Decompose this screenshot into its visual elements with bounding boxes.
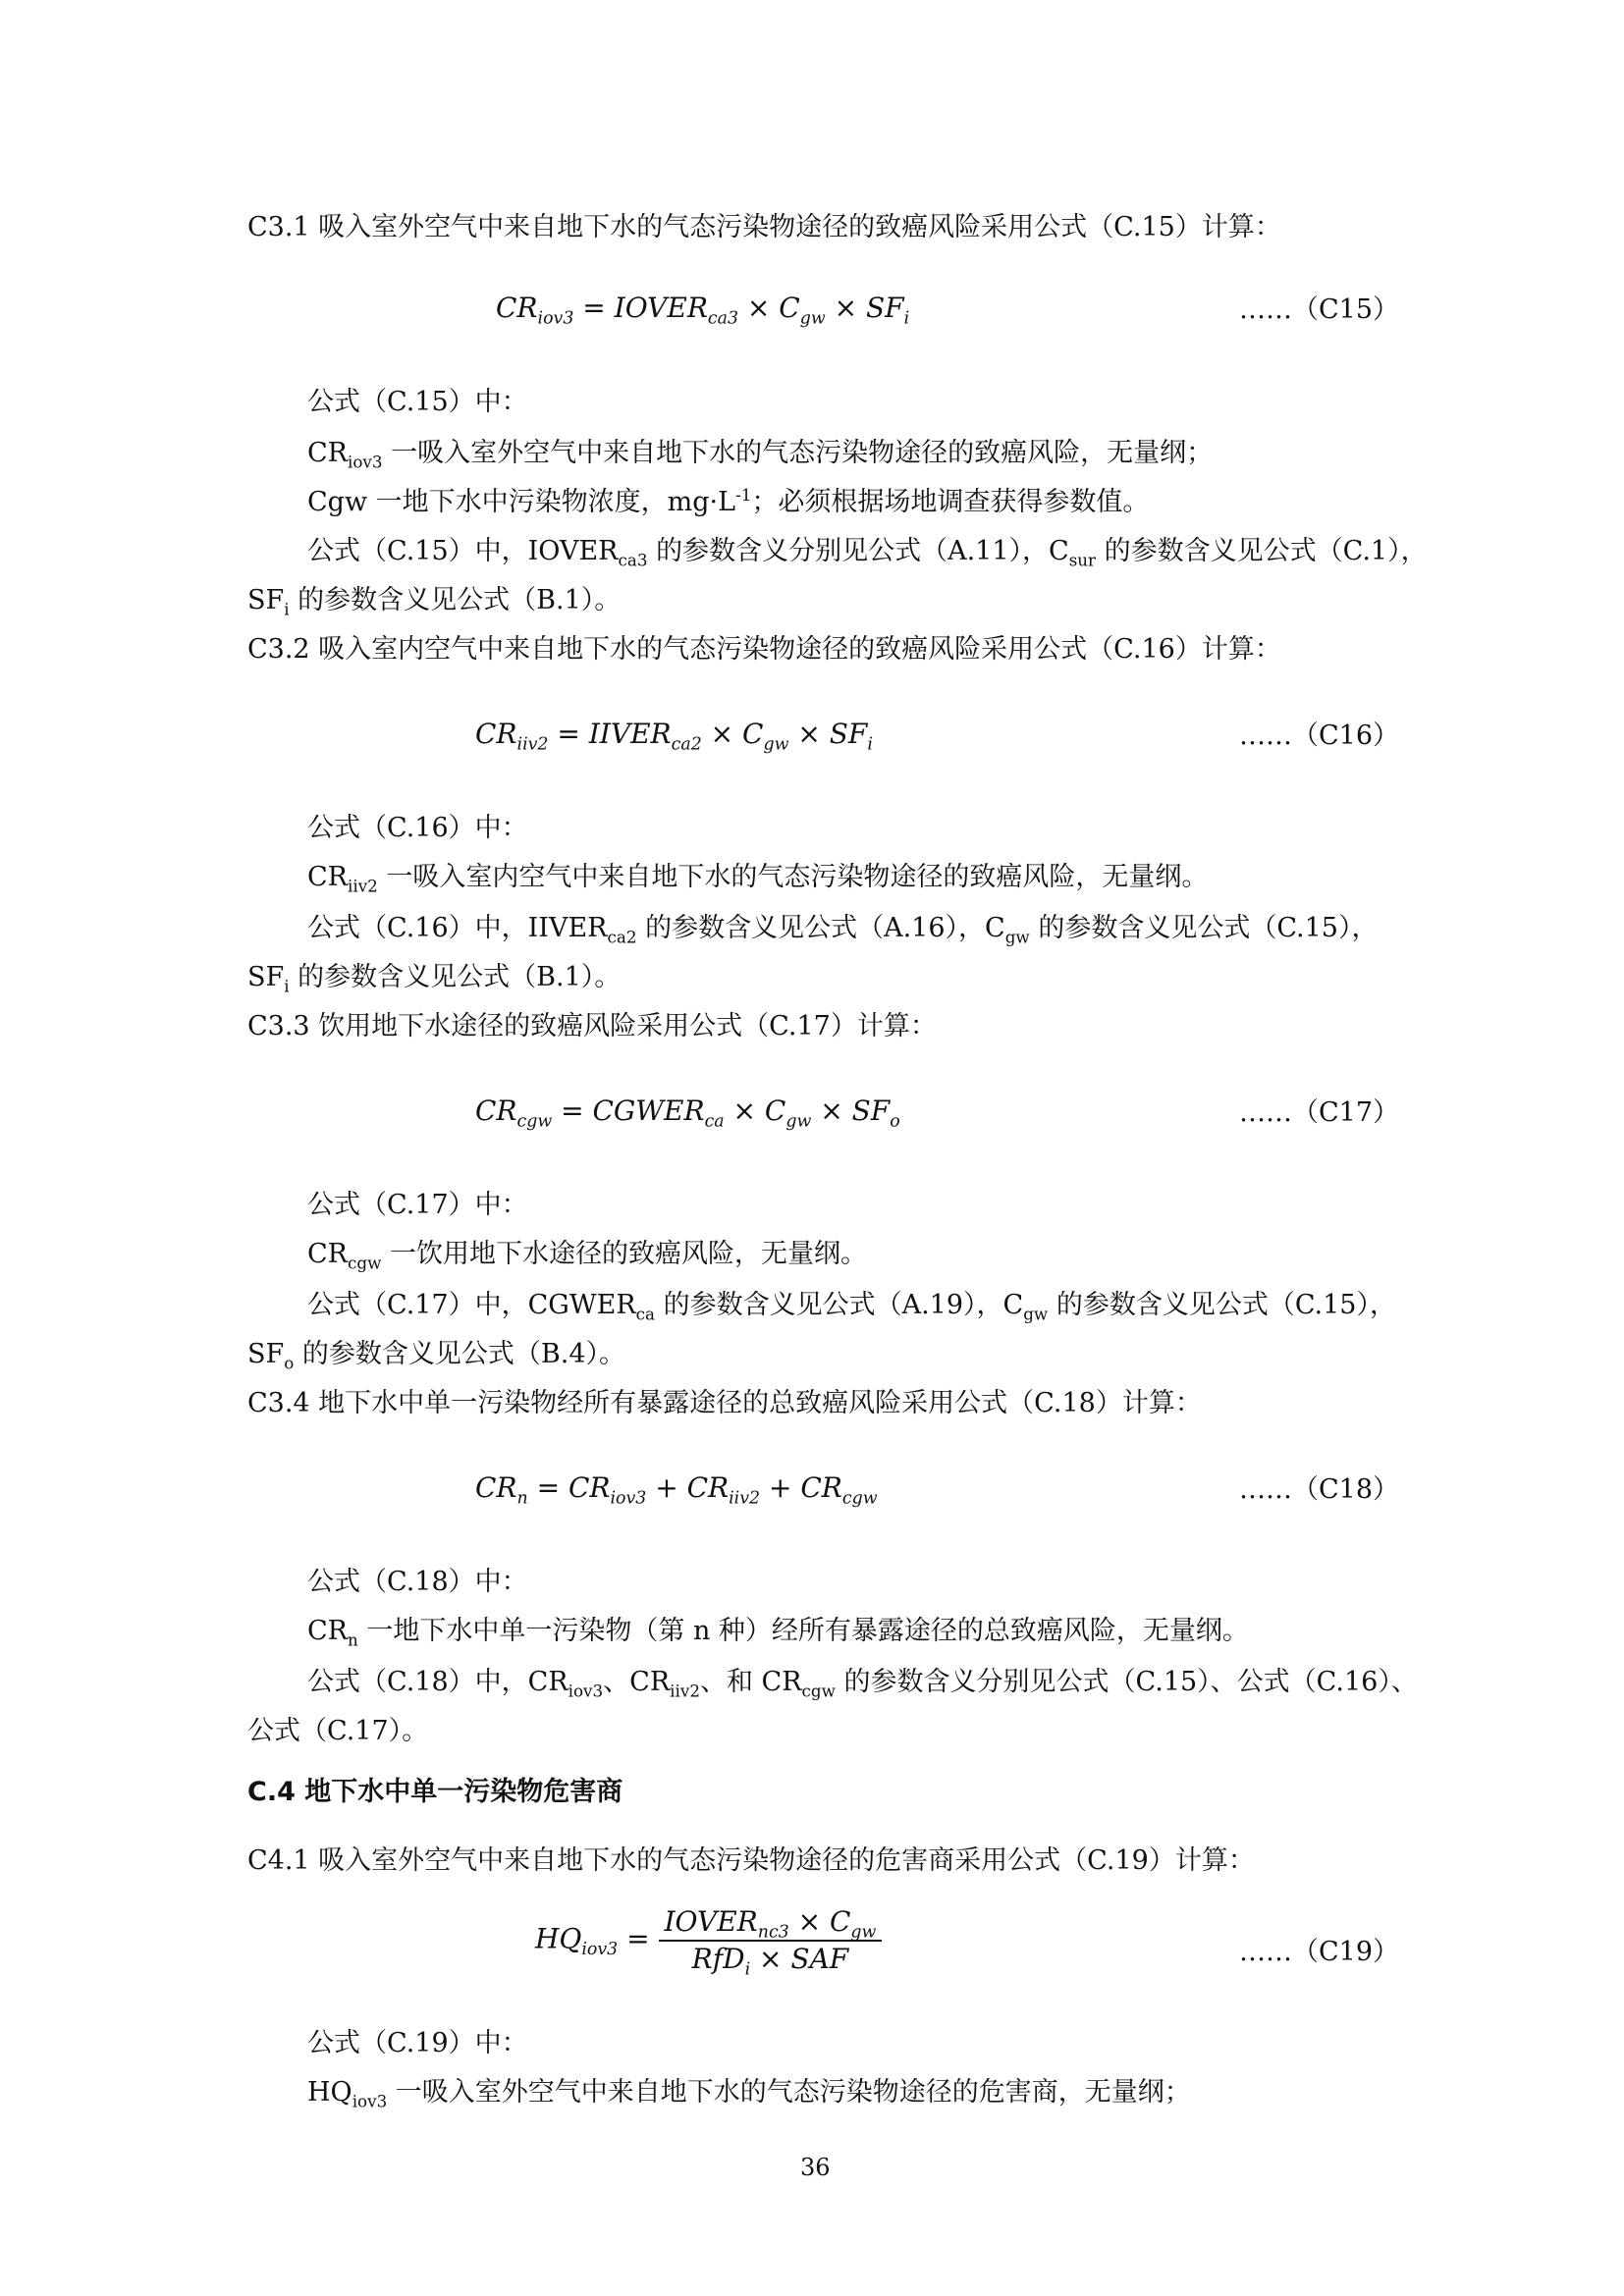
- equation-number-c19: ……（C19）: [1239, 1937, 1400, 1967]
- equation-number-c16: ……（C16）: [1239, 721, 1400, 751]
- equation-number-c17: ……（C17）: [1239, 1097, 1400, 1128]
- section-heading-c4-1: C4.1 吸入室外空气中来自地下水的气态污染物途径的危害商采用公式（C.19）计算：: [247, 1845, 1255, 1876]
- note-c18-line2: 公式（C.17）。: [247, 1716, 429, 1746]
- where-label-c17: 公式（C.17）中：: [307, 1190, 528, 1220]
- section-heading-c3-3: C3.3 饮用地下水途径的致癌风险采用公式（C.17）计算：: [247, 1011, 937, 1041]
- formula-c16: $CR_{iiv2}$ = $IIVER_{ca2} \times C_{gw} \times SF_i$: [475, 718, 873, 755]
- formula-c17: $CR_{cgw}$ = $CGWER_{ca} \times C_{gw} \times SF_o$: [475, 1095, 900, 1132]
- formula-c19: $HQ_{iov3}$ = $\frac{IOVER_{nc3} \times C_{gw}}{RfD_i \times SAF}$: [535, 1908, 882, 1973]
- fraction-c19: $\frac{IOVER_{nc3} \times C_{gw}}{RfD_i \times SAF}$: [659, 1908, 883, 1973]
- note-c15-line1: 公式（C.15）中，$IOVER_{ca3}$ 的参数含义分别见公式（A.11），$C_{sur}$ 的参数含义见公式（C.1），: [307, 536, 1428, 570]
- equation-number-c15: ……（C15）: [1239, 294, 1400, 325]
- where-label-c19: 公式（C.19）中：: [307, 2028, 528, 2058]
- definition-cr-iov3: $CR_{iov3}$ 一吸入室外空气中来自地下水的气态污染物途径的致癌风险，无量纲；: [307, 438, 1214, 472]
- equation-number-c18: ……（C18）: [1239, 1474, 1400, 1505]
- definition-cr-n: $CR_n$ 一地下水中单一污染物（第 n 种）经所有暴露途径的总致癌风险，无量纲。: [307, 1616, 1249, 1650]
- note-c17-line2: $SF_o$ 的参数含义见公式（B.4）。: [247, 1339, 625, 1373]
- note-c15-line2: $SF_i$ 的参数含义见公式（B.1）。: [247, 585, 622, 619]
- section-heading-c3-2: C3.2 吸入室内空气中来自地下水的气态污染物途径的致癌风险采用公式（C.16）计算：: [247, 634, 1281, 665]
- note-c18-line1: 公式（C.18）中，$CR_{iov3}$、$CR_{iiv2}$、和 $CR_{cgw}$ 的参数含义分别见公式（C.15）、公式（C.16）、: [307, 1667, 1418, 1701]
- note-c16-line1: 公式（C.16）中，$IIVER_{ca2}$ 的参数含义见公式（A.16），$C_{gw}$ 的参数含义见公式（C.15），: [307, 913, 1379, 947]
- page-number: 36: [800, 2154, 831, 2181]
- where-label-c18: 公式（C.18）中：: [307, 1567, 528, 1597]
- section-heading-c3-4: C3.4 地下水中单一污染物经所有暴露途径的总致癌风险采用公式（C.18）计算：: [247, 1388, 1202, 1418]
- formula-c15: $CR_{iov3}$ = $IOVER_{ca3} \times C_{gw} \times SF_i$: [496, 292, 910, 329]
- definition-cr-cgw: $CR_{cgw}$ 一饮用地下水途径的致癌风险，无量纲。: [307, 1239, 868, 1273]
- formula-c18: $CR_n = CR_{iov3} + CR_{iiv2} + CR_{cgw}$: [475, 1471, 878, 1509]
- definition-cr-iiv2: $CR_{iiv2}$ 一吸入室内空气中来自地下水的气态污染物途径的致癌风险，无量纲。: [307, 862, 1209, 896]
- section-title-c4: C.4 地下水中单一污染物危害商: [247, 1777, 623, 1807]
- note-c17-line1: 公式（C.17）中，$CGWER_{ca}$ 的参数含义见公式（A.19），$C_{gw}$ 的参数含义见公式（C.15），: [307, 1290, 1396, 1324]
- definition-hq-iov3: $HQ_{iov3}$ 一吸入室外空气中来自地下水的气态污染物途径的危害商，无量纲；: [307, 2077, 1191, 2111]
- definition-cgw: Cgw 一地下水中污染物浓度，$mg\cdot L^{-1}$；必须根据场地调查获得参数值。: [307, 485, 1150, 517]
- note-c16-line2: $SF_i$ 的参数含义见公式（B.1）。: [247, 962, 622, 996]
- section-heading-c3-1: C3.1 吸入室外空气中来自地下水的气态污染物途径的致癌风险采用公式（C.15）计算：: [247, 212, 1281, 242]
- where-label-c15: 公式（C.15）中：: [307, 387, 528, 417]
- where-label-c16: 公式（C.16）中：: [307, 813, 528, 843]
